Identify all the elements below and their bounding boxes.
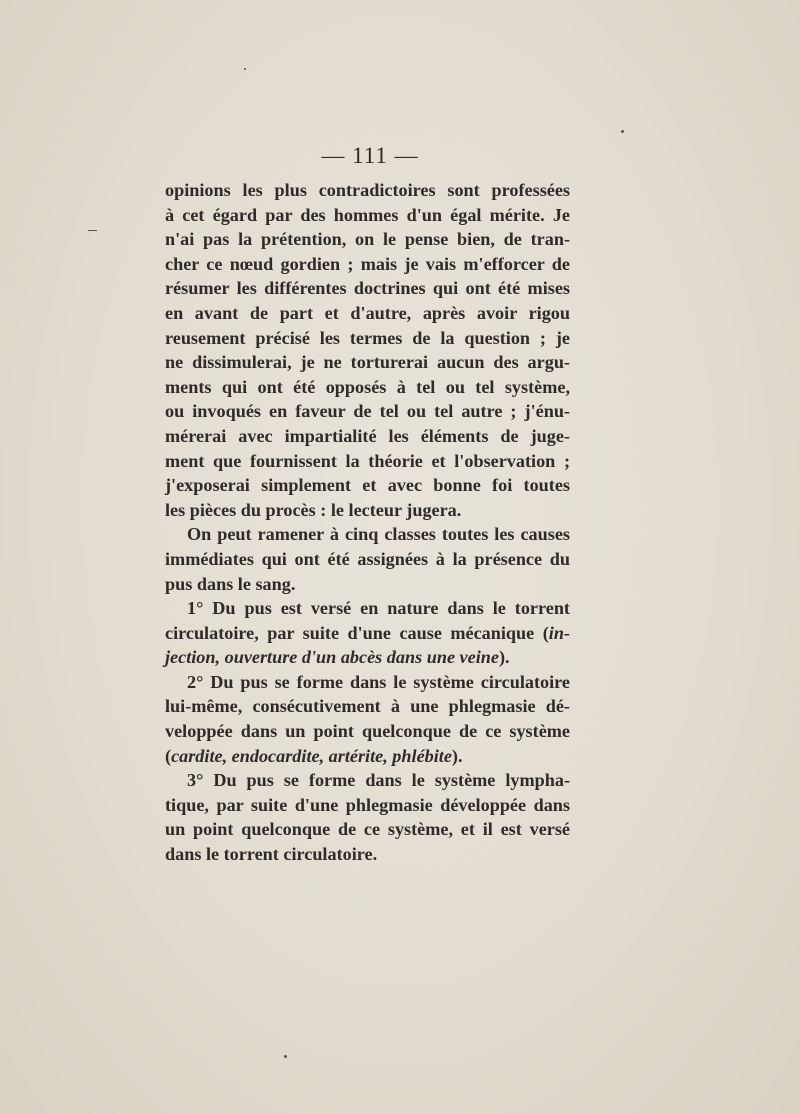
text-line: ments qui ont été opposés à tel ou tel système, xyxy=(165,376,570,397)
text-span: ( xyxy=(165,745,172,766)
text-line: à cet égard par des hommes d'un égal mérite. Je xyxy=(165,204,570,225)
text-line: n'ai pas la prétention, on le pense bien, de tran- xyxy=(165,229,570,250)
paper-speck xyxy=(244,68,246,70)
text-line: veloppée dans un point quelconque de ce système xyxy=(165,721,570,742)
paper-speck xyxy=(621,130,624,133)
paper-speck xyxy=(284,1055,287,1058)
italic-span: in- xyxy=(548,622,570,643)
text-line: ne dissimulerai, je ne torturerai aucun des argu- xyxy=(165,352,570,373)
text-line: 3° Du pus se forme dans le système lympha- xyxy=(187,770,570,791)
text-span: ). xyxy=(451,745,463,766)
text-line: j'exposerai simplement et avec bonne foi toutes xyxy=(165,475,570,496)
text-line: 2° Du pus se forme dans le système circulatoire xyxy=(187,671,570,692)
text-line: immédiates qui ont été assignées à la présence du xyxy=(165,548,570,569)
text-line: dans le torrent circulatoire. xyxy=(165,844,378,865)
text-line xyxy=(165,744,570,769)
text-line: pus dans le sang. xyxy=(165,573,296,594)
text-line: lui-même, consécutivement à une phlegmasie dé- xyxy=(165,696,570,717)
paragraph-4 xyxy=(165,670,570,768)
text-line xyxy=(165,645,570,670)
text-line: reusement précisé les termes de la question ; je xyxy=(165,327,570,348)
paragraph-2 xyxy=(165,522,570,596)
text-span: circulatoire, par suite d'une cause mécanique ( xyxy=(165,622,549,643)
text-line: tique, par suite d'une phlegmasie développée dans xyxy=(165,794,570,815)
text-line xyxy=(165,621,570,646)
text-line: opinions les plus contradictoires sont professées xyxy=(165,180,570,200)
italic-span: jection, ouverture d'un abcès dans une veine xyxy=(165,647,499,668)
text-line: cher ce nœud gordien ; mais je vais m'efforcer de xyxy=(165,253,570,274)
text-line: ment que fournissent la théorie et l'observation ; xyxy=(165,450,570,471)
paragraph-5 xyxy=(165,768,570,866)
paragraph-3 xyxy=(165,596,570,670)
text-line: On peut ramener à cinq classes toutes les causes xyxy=(187,524,570,545)
text-line: en avant de part et d'autre, après avoir rigou xyxy=(165,302,570,323)
paragraph-1 xyxy=(165,178,570,522)
text-line: les pièces du procès : le lecteur jugera. xyxy=(165,499,462,520)
text-span: ). xyxy=(498,647,510,668)
text-line: ou invoqués en faveur de tel ou tel autre ; j'énu- xyxy=(165,401,570,422)
text-line: résumer les différentes doctrines qui ont été mises xyxy=(165,278,570,299)
text-line: 1° Du pus est versé en nature dans le torrent xyxy=(187,598,570,619)
paper-speck xyxy=(88,230,97,231)
italic-span: cardite, endocardite, artérite, phlébite xyxy=(171,745,452,766)
body-text xyxy=(165,178,570,867)
text-line: mérerai avec impartialité les éléments de juge- xyxy=(165,425,570,446)
text-line: un point quelconque de ce système, et il est versé xyxy=(165,819,570,840)
page-number: — 111 — xyxy=(321,143,419,168)
